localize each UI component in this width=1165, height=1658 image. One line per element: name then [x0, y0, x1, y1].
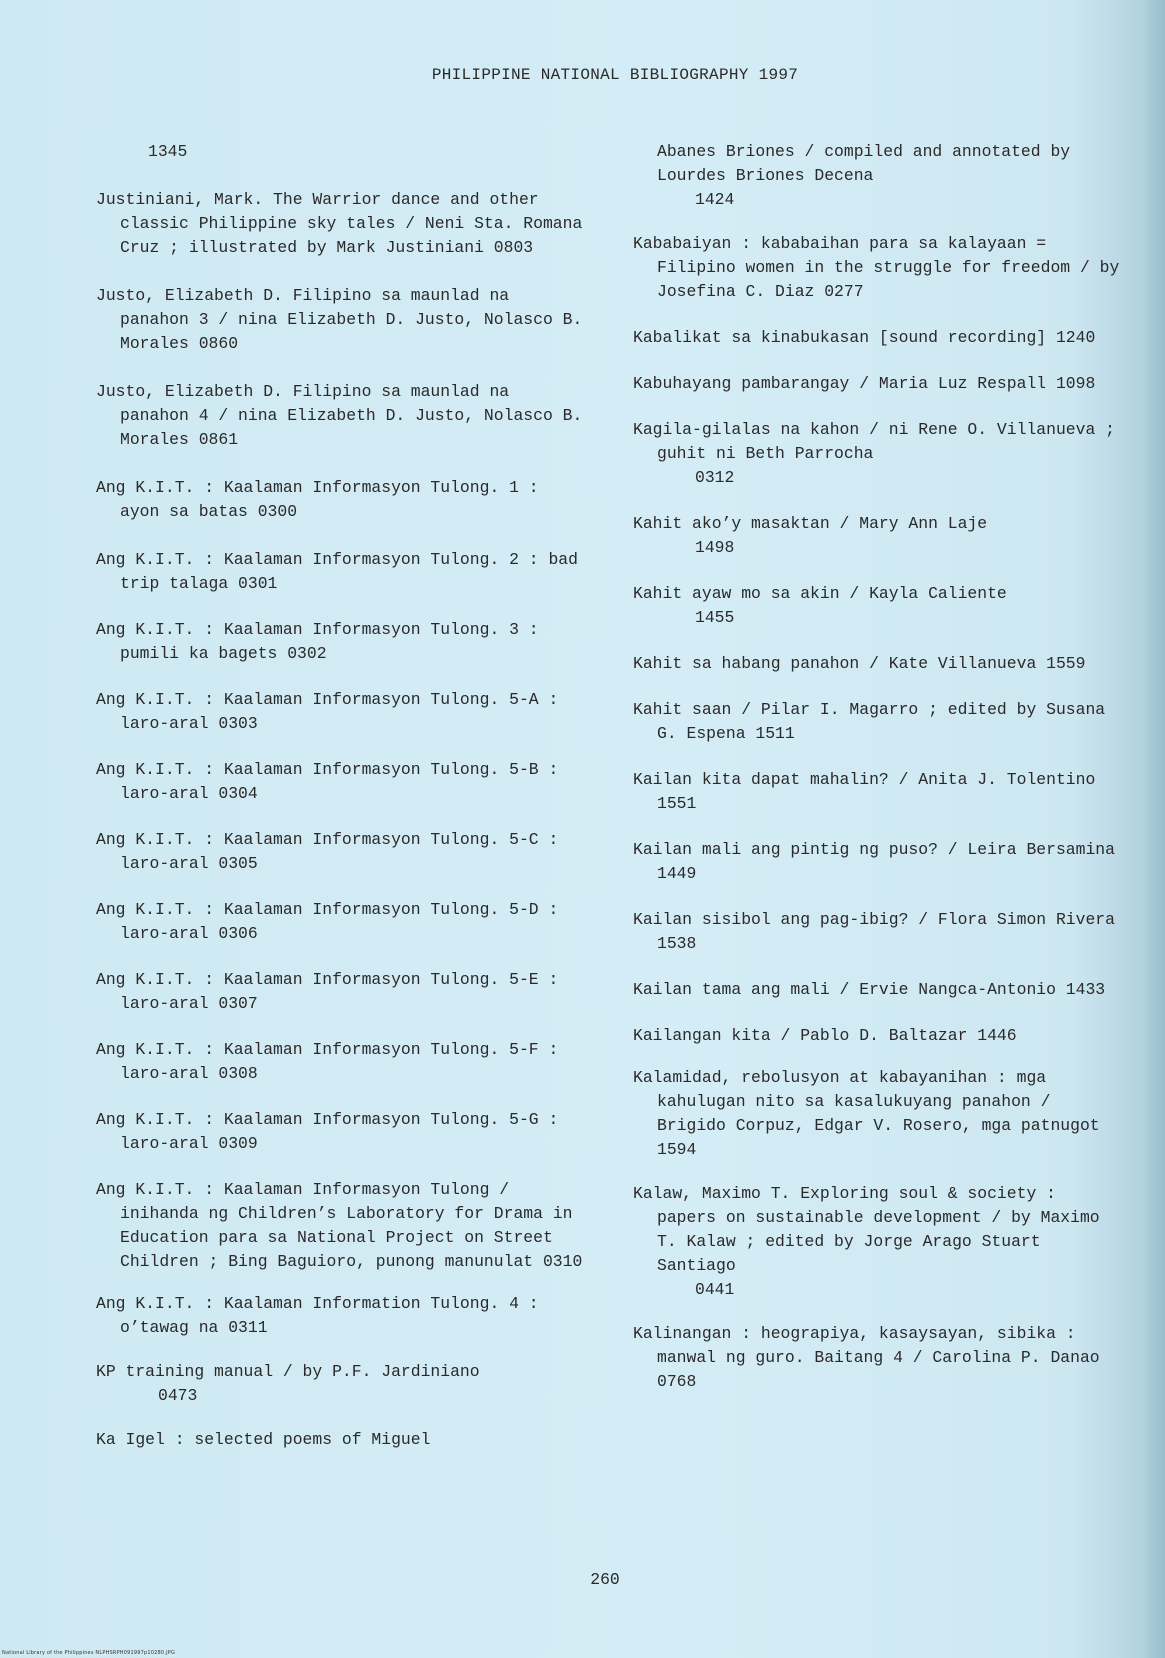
bibliography-entry: Ang K.I.T. : Kaalaman Informasyon Tulong. 5-E : laro-aral 0307	[96, 970, 559, 1013]
entry-number: 1424	[695, 190, 735, 209]
bibliography-entry: Ang K.I.T. : Kaalaman Informasyon Tulong. 5-C : laro-aral 0305	[96, 830, 559, 873]
bibliography-entry: Kalamidad, rebolusyon at kabayanihan : mga kahulugan nito sa kasalukuyang panahon / Brigido Corpuz, Edgar V. Rosero, mga patnugot 1594	[633, 1068, 1100, 1159]
bibliography-entry	[633, 1182, 1123, 1302]
bibliography-entry: Kailan mali ang pintig ng puso? / Leira Bersamina 1449	[633, 840, 1115, 883]
bibliography-entry: Kalinangan : heograpiya, kasaysayan, sibika : manwal ng guro. Baitang 4 / Carolina P. Danao 0768	[633, 1324, 1100, 1391]
bibliography-entry: Kailan kita dapat mahalin? / Anita J. Tolentino 1551	[633, 770, 1096, 813]
bibliography-entry: Kabuhayang pambarangay / Maria Luz Respall 1098	[633, 374, 1096, 393]
entry-text: Abanes Briones / compiled and annotated by Lourdes Briones Decena	[657, 142, 1071, 185]
scan-footer: National Library of the Philippines NLPHSRPH091997p10280.JPG	[2, 1650, 176, 1656]
bibliography-entry: Ang K.I.T. : Kaalaman Informasyon Tulong / inihanda ng Children’s Laboratory for Drama in Education para sa National Project on Street Children ; Bing Baguioro, punong manunulat 0310	[96, 1180, 583, 1271]
entry-number: 1455	[695, 608, 735, 627]
bibliography-entry: Justo, Elizabeth D. Filipino sa maunlad na panahon 3 / nina Elizabeth D. Justo, Nolasco B. Morales 0860	[96, 286, 583, 353]
bibliography-entry: Ang K.I.T. : Kaalaman Informasyon Tulong. 3 : pumili ka bagets 0302	[96, 620, 539, 663]
bibliography-entry: Kababaiyan : kababaihan para sa kalayaan = Filipino women in the struggle for freedom / by Josefina C. Diaz 0277	[633, 234, 1120, 301]
bibliography-entry: Ang K.I.T. : Kaalaman Information Tulong. 4 : o’tawag na 0311	[96, 1294, 539, 1337]
entry-number: 0473	[158, 1386, 198, 1405]
bibliography-entry: Kahit sa habang panahon / Kate Villanueva 1559	[633, 654, 1086, 673]
left-column	[96, 140, 586, 1476]
bibliography-entry	[96, 1360, 586, 1408]
page-number: 260	[590, 1570, 620, 1589]
entry-number: 1498	[695, 538, 735, 557]
entry-number: 1345	[148, 142, 188, 161]
bibliography-entry	[633, 582, 1123, 630]
bibliography-entry: Justo, Elizabeth D. Filipino sa maunlad na panahon 4 / nina Elizabeth D. Justo, Nolasco B. Morales 0861	[96, 382, 583, 449]
entry-text: Kahit ako’y masaktan / Mary Ann Laje	[633, 514, 988, 533]
entry-number: 0312	[695, 468, 735, 487]
bibliography-entry: Kailangan kita / Pablo D. Baltazar 1446	[633, 1026, 1017, 1045]
bibliography-entry: Ang K.I.T. : Kaalaman Informasyon Tulong. 5-A : laro-aral 0303	[96, 690, 559, 733]
bibliography-entry: Justiniani, Mark. The Warrior dance and other classic Philippine sky tales / Neni Sta. Romana Cruz ; illustrated by Mark Justiniani 0803	[96, 190, 583, 257]
bibliography-entry: Kabalikat sa kinabukasan [sound recording] 1240	[633, 328, 1096, 347]
bibliography-entry	[633, 512, 1123, 560]
bibliography-entry: Ang K.I.T. : Kaalaman Informasyon Tulong. 1 : ayon sa batas 0300	[96, 478, 539, 521]
entry-text: Kahit ayaw mo sa akin / Kayla Caliente	[633, 584, 1007, 603]
bibliography-entry	[633, 418, 1123, 490]
bibliography-entry: Ang K.I.T. : Kaalaman Informasyon Tulong. 2 : bad trip talaga 0301	[96, 550, 578, 593]
right-column	[633, 140, 1123, 1418]
bibliography-entry: Ang K.I.T. : Kaalaman Informasyon Tulong. 5-G : laro-aral 0309	[96, 1110, 559, 1153]
bibliography-entry: Ang K.I.T. : Kaalaman Informasyon Tulong. 5-B : laro-aral 0304	[96, 760, 559, 803]
bibliography-entry: Kahit saan / Pilar I. Magarro ; edited by Susana G. Espena 1511	[633, 700, 1106, 743]
bibliography-entry: Ang K.I.T. : Kaalaman Informasyon Tulong. 5-D : laro-aral 0306	[96, 900, 559, 943]
entry-text: KP training manual / by P.F. Jardiniano	[96, 1362, 480, 1381]
entry-text: Kagila-gilalas na kahon / ni Rene O. Villanueva ; guhit ni Beth Parrocha	[633, 420, 1115, 463]
bibliography-entry: Ang K.I.T. : Kaalaman Informasyon Tulong. 5-F : laro-aral 0308	[96, 1040, 559, 1083]
bibliography-entry: Kailan tama ang mali / Ervie Nangca-Antonio 1433	[633, 980, 1106, 999]
bibliography-entry: Kailan sisibol ang pag-ibig? / Flora Simon Rivera 1538	[633, 910, 1115, 953]
entry-text: Kalaw, Maximo T. Exploring soul & society : papers on sustainable development / by Maximo T. Kalaw ; edited by Jorge Arago Stuart Santiago	[633, 1184, 1100, 1275]
page-edge-shadow	[1143, 0, 1165, 1658]
page-header: PHILIPPINE NATIONAL BIBLIOGRAPHY 1997	[431, 66, 799, 84]
bibliography-entry: Ka Igel : selected poems of Miguel	[96, 1430, 431, 1449]
entry-number: 0441	[695, 1280, 735, 1299]
bibliography-entry-continuation	[633, 140, 1123, 212]
